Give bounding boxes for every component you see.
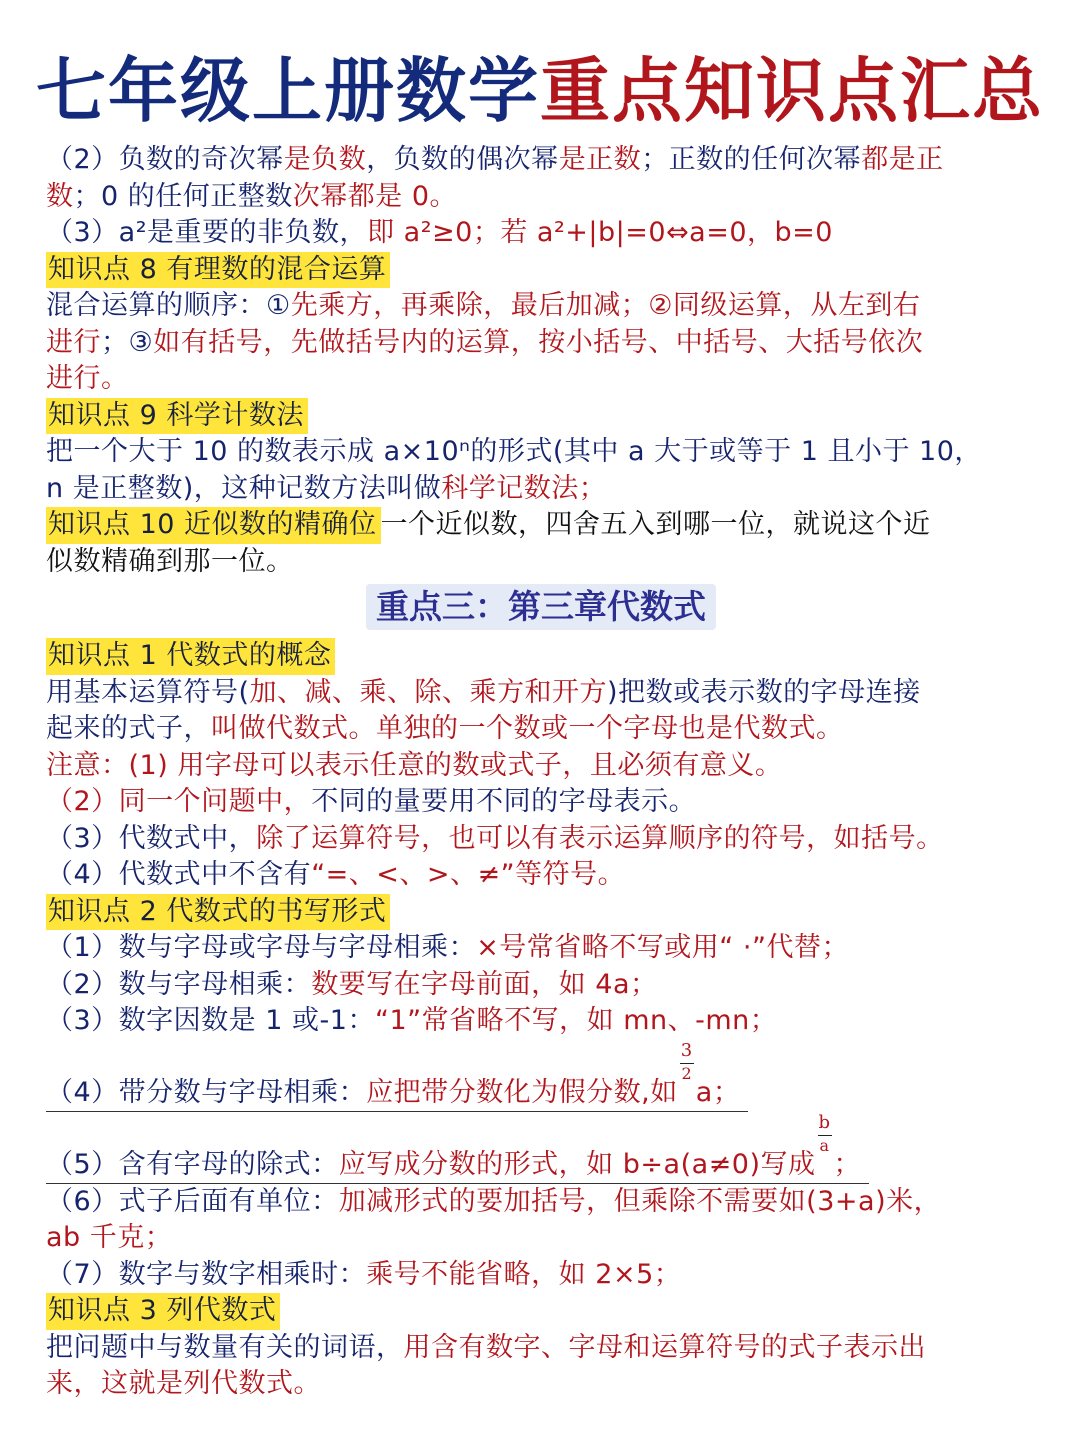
knowledge-point-heading (46, 252, 1036, 289)
text-line (46, 1184, 1036, 1221)
text-span: 似数精确到那一位。 (46, 545, 294, 577)
text-span: （4）带分数与字母相乘： (46, 1076, 367, 1108)
text-span: （3）数字因数是 1 或-1： (46, 1005, 375, 1036)
text-span: ，负数的偶次幂 (366, 144, 559, 175)
knowledge-point-heading (46, 398, 1036, 435)
text-line (46, 930, 1036, 967)
fraction-numerator: b (818, 1112, 831, 1133)
text-line (46, 1040, 1036, 1112)
text-line (46, 325, 1036, 362)
text-line (46, 1366, 1036, 1403)
text-span: （2）负数的奇次幂 (46, 144, 284, 175)
text-line (46, 471, 1036, 508)
highlight-label: 知识点 2 代数式的书写形式 (46, 894, 390, 931)
text-span: 数 (46, 180, 74, 212)
text-span: 应把带分数化为假分数,如 (366, 1076, 678, 1108)
text-line (46, 675, 1036, 712)
text-span: 用基本运算符号( (46, 676, 250, 708)
text-span: （5）含有字母的除式： (46, 1148, 339, 1180)
fraction-denominator: a (819, 1136, 830, 1155)
knowledge-point-heading (46, 638, 1036, 675)
text-span: （7）数字与数字相乘时： (46, 1258, 367, 1290)
fraction-numerator: 3 (680, 1040, 693, 1061)
text-span: 把一个大于 10 的数表示成 a×10ⁿ的形式(其中 a 大于或等于 1 且小于 10， (46, 436, 982, 467)
text-span: 应写成分数的形式，如 b÷a(a≠0)写成 (338, 1148, 816, 1180)
text-span: 来，这就是列代数式。 (46, 1368, 321, 1399)
text-line (46, 821, 1036, 858)
knowledge-point-heading (46, 507, 1036, 544)
text-span: 即 a²≥0；若 a²+|b|=0⇔a=0，b=0 (367, 217, 833, 248)
text-span: ； (833, 1148, 861, 1180)
text-span: （3）代数式中， (46, 822, 257, 854)
text-line (46, 784, 1036, 821)
fraction-three-halves (678, 1040, 696, 1111)
text-span: 数要写在字母前面，如 4a； (311, 968, 658, 1000)
text-line (46, 1330, 1036, 1367)
highlight-label: 知识点 1 代数式的概念 (46, 638, 335, 675)
text-line (46, 1257, 1036, 1294)
text-span: n 是正整数)，这种记数方法叫做 (46, 472, 442, 504)
text-line (46, 361, 1036, 398)
text-span: 先乘方，再乘除，最后加减；②同级运算，从左到右 (290, 290, 921, 321)
text-span: （1）数与字母或字母与字母相乘： (46, 932, 477, 963)
text-line (46, 711, 1036, 748)
text-span: （2）同一个问题中， (46, 786, 312, 817)
section-title: 重点三：第三章代数式 (366, 584, 716, 630)
text-line (46, 288, 1036, 325)
text-span: ×号常省略不写或用“ ·”代替； (476, 932, 849, 963)
title-part-red: 重点知识点汇总 (540, 50, 1044, 132)
text-line (46, 1112, 1036, 1184)
text-span: 是正数 (558, 144, 642, 175)
text-span: 一个近似数，四舍五入到哪一位，就说这个近 (380, 509, 931, 540)
text-span: （4）代数式中不含有 (46, 859, 312, 890)
text-line (46, 967, 1036, 1004)
text-span: 进行 (46, 326, 101, 358)
text-span: a； (695, 1076, 741, 1108)
text-line (46, 748, 1036, 785)
text-line (46, 142, 1036, 179)
text-line (46, 1003, 1036, 1040)
section-heading (46, 584, 1036, 632)
text-span: “1”常省略不写，如 mn、-mn； (374, 1005, 778, 1036)
text-span: 加、减、乘、除、乘方和开方 (249, 676, 608, 708)
text-line (46, 1220, 1036, 1257)
text-span: 进行。 (46, 363, 129, 394)
text-span: 加减形式的要加括号，但乘除不需要如(3+a)米， (338, 1185, 942, 1217)
text-span: （2）数与字母相乘： (46, 968, 312, 1000)
highlight-label: 知识点 8 有理数的混合运算 (46, 252, 390, 289)
text-line (46, 215, 1036, 252)
text-span: ；③ (101, 326, 154, 358)
text-span: ab 千克； (46, 1222, 173, 1253)
text-span: 次幂都是 0。 (292, 180, 458, 212)
text-span: 都是正 (861, 144, 944, 175)
text-span: 混合运算的顺序：① (46, 290, 291, 321)
title-part-blue: 七年级上册数学 (36, 50, 540, 132)
text-span: 起来的式子， (46, 713, 211, 744)
text-line (46, 544, 1036, 581)
highlight-label: 知识点 3 列代数式 (46, 1293, 280, 1330)
text-span: )把数或表示数的字母连接 (607, 676, 921, 708)
knowledge-point-heading (46, 1293, 1036, 1330)
text-span: 用含有数字、字母和运算符号的式子表示出 (403, 1331, 926, 1363)
text-span: （3）a²是重要的非负数， (46, 217, 368, 248)
text-line (46, 857, 1036, 894)
text-span: 除了运算符号，也可以有表示运算顺序的符号，如括号。 (256, 822, 944, 854)
text-span: “=、<、>、≠”等符号。 (311, 859, 626, 890)
page-title (0, 50, 1080, 132)
text-span: 叫做代数式。单独的一个数或一个字母也是代数式。 (211, 713, 844, 744)
text-span: 不同的量要用不同的字母表示。 (311, 786, 697, 817)
text-span: 乘号不能省略，如 2×5； (366, 1258, 682, 1290)
text-span: 是负数 (283, 144, 367, 175)
fraction-denominator: 2 (681, 1064, 693, 1083)
text-span: ；0 的任何正整数 (73, 180, 293, 212)
highlight-label: 知识点 10 近似数的精确位 (46, 507, 381, 544)
text-span: ；正数的任何次幂 (641, 144, 862, 175)
text-span: 如有括号，先做括号内的运算，按小括号、中括号、大括号依次 (153, 326, 924, 358)
text-span: 科学记数法； (441, 472, 607, 504)
text-span: 把问题中与数量有关的词语， (46, 1331, 404, 1363)
text-line (46, 434, 1036, 471)
highlight-label: 知识点 9 科学计数法 (46, 398, 308, 435)
knowledge-point-heading (46, 894, 1036, 931)
content (46, 142, 1036, 1403)
text-line (46, 179, 1036, 216)
fraction-b-over-a (816, 1112, 834, 1183)
text-span: 注意：(1) 用字母可以表示任意的数或式子，且必须有意义。 (46, 749, 783, 781)
text-span: （6）式子后面有单位： (46, 1185, 339, 1217)
